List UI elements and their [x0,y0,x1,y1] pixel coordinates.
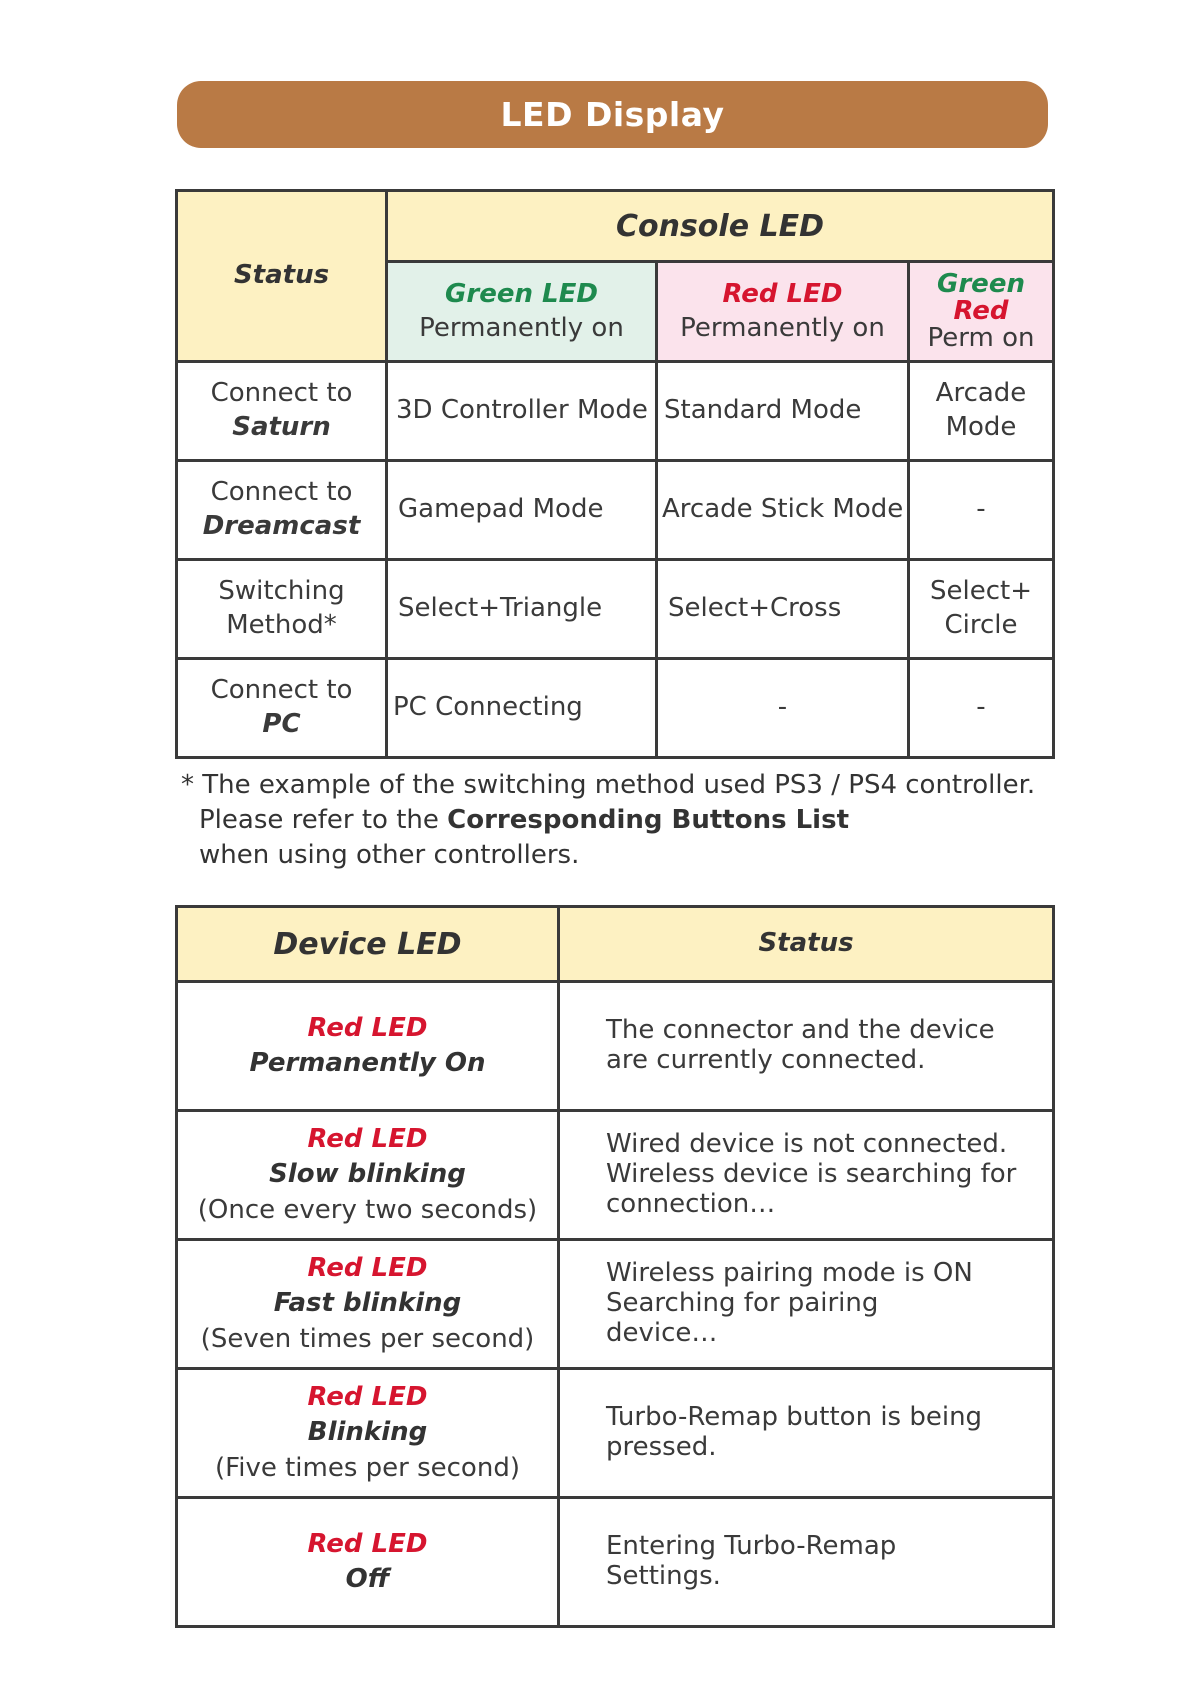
red-mode-cell [657,659,909,758]
mode-text: Select+Cross [668,593,842,624]
footnote-line-2 [181,803,1035,838]
table-row [177,560,1054,659]
status-line: connection… [606,1188,776,1219]
green-mode-cell [387,461,657,560]
device-led-cell [177,1240,559,1369]
green-red-mode-cell [909,659,1054,758]
page-title-banner [177,81,1048,148]
device-status-header-cell [559,907,1054,982]
device-status-cell [559,982,1054,1111]
status-line: are currently connected. [606,1045,926,1075]
status-header-cell [177,191,387,362]
status-line: Connect to [210,675,353,706]
red-mode-cell [657,362,909,461]
green-mode-cell [387,560,657,659]
green-red-led-column-header [909,262,1054,362]
device-status-cell [559,1498,1054,1627]
red-led-label: Red LED [307,1253,428,1284]
status-target: Dreamcast [202,511,361,541]
mode-text: Circle [944,610,1018,640]
status-line: Connect to [210,378,353,409]
status-line: Wired device is not connected. [606,1129,1008,1160]
red-mode-cell [657,560,909,659]
device-led-table [175,905,1055,1628]
led-detail: (Once every two seconds) [197,1194,538,1225]
green-led-column-header [387,262,657,362]
status-target: Saturn [232,412,331,442]
status-target: PC [262,709,301,739]
mode-text: - [777,692,788,723]
mode-text: Gamepad Mode [398,494,604,525]
device-status-header: Status [758,928,854,959]
table-row [177,659,1054,758]
status-cell [177,560,387,659]
table-row [177,1111,1054,1240]
mode-text: Select+Triangle [398,593,603,624]
status-line: Switching [218,576,345,607]
mode-text: Mode [945,412,1017,442]
red-mode-cell [657,461,909,560]
device-status-cell [559,1369,1054,1498]
status-header: Status [233,260,330,291]
table-row [177,1498,1054,1627]
mode-text: Select+ [930,576,1032,607]
led-mode: Fast blinking [273,1288,462,1319]
status-line: Settings. [606,1561,721,1591]
green-red-mode-cell [909,362,1054,461]
device-status-cell [559,1111,1054,1240]
status-line: The connector and the device [606,1015,995,1046]
device-led-header: Device LED [273,926,462,962]
mode-text: Standard Mode [664,395,862,426]
table-row [177,982,1054,1111]
status-line: Wireless pairing mode is ON [606,1258,973,1289]
green-led-label: Green LED [445,278,598,309]
status-cell [177,461,387,560]
led-mode: Off [345,1564,390,1594]
status-target: Method* [226,610,337,640]
status-line: Searching for pairing [606,1288,879,1319]
status-line: pressed. [606,1432,717,1462]
red-led-state: Permanently on [680,312,885,343]
device-led-cell [177,982,559,1111]
status-cell [177,659,387,758]
led-mode: Slow blinking [269,1159,466,1190]
device-led-cell [177,1498,559,1627]
led-mode: Permanently On [249,1048,486,1078]
corresponding-buttons-list-reference: Corresponding Buttons List [447,805,850,835]
status-line: Connect to [210,477,353,508]
red-led-label: Red LED [307,1012,428,1043]
device-led-header-cell [177,907,559,982]
table-row [177,461,1054,560]
red-led-label: Red LED [722,278,843,309]
console-led-header-cell [387,191,1054,262]
red-label: Red [953,295,1009,326]
status-line: Entering Turbo-Remap [606,1531,897,1562]
mode-text: - [976,494,986,525]
table-row [177,1240,1054,1369]
switching-method-footnote [181,768,1035,873]
device-status-cell [559,1240,1054,1369]
green-red-mode-cell [909,461,1054,560]
status-cell [177,362,387,461]
status-line: Turbo-Remap button is being [606,1402,983,1433]
device-led-cell [177,1111,559,1240]
red-led-label: Red LED [307,1528,428,1559]
mode-text: - [976,692,986,723]
table-row [177,362,1054,461]
green-mode-cell [387,659,657,758]
table-row [177,1369,1054,1498]
red-led-label: Red LED [307,1124,428,1155]
mode-text: Arcade [935,378,1027,409]
mode-text: 3D Controller Mode [396,395,648,426]
page-title: LED Display [500,95,725,134]
status-line: Wireless device is searching for [606,1159,1017,1190]
red-led-label: Red LED [307,1382,428,1413]
green-label: Green [937,268,1025,299]
perm-on-state: Perm on [927,323,1035,354]
led-detail: (Seven times per second) [200,1323,535,1354]
console-led-header: Console LED [615,208,825,244]
led-mode: Blinking [307,1417,428,1448]
green-mode-cell [387,362,657,461]
mode-text: PC Connecting [393,692,583,723]
mode-text: Arcade Stick Mode [662,494,904,525]
footnote-prefix: Please refer to the [199,805,448,835]
device-led-cell [177,1369,559,1498]
footnote-line-1: * The example of the switching method used PS3 / PS4 controller. [181,770,1036,800]
red-led-column-header [657,262,909,362]
console-led-table [175,189,1055,759]
status-line: device… [606,1317,718,1348]
footnote-line-3: when using other controllers. [199,840,580,870]
green-red-mode-cell [909,560,1054,659]
green-led-state: Permanently on [419,312,624,343]
led-detail: (Five times per second) [215,1452,520,1483]
